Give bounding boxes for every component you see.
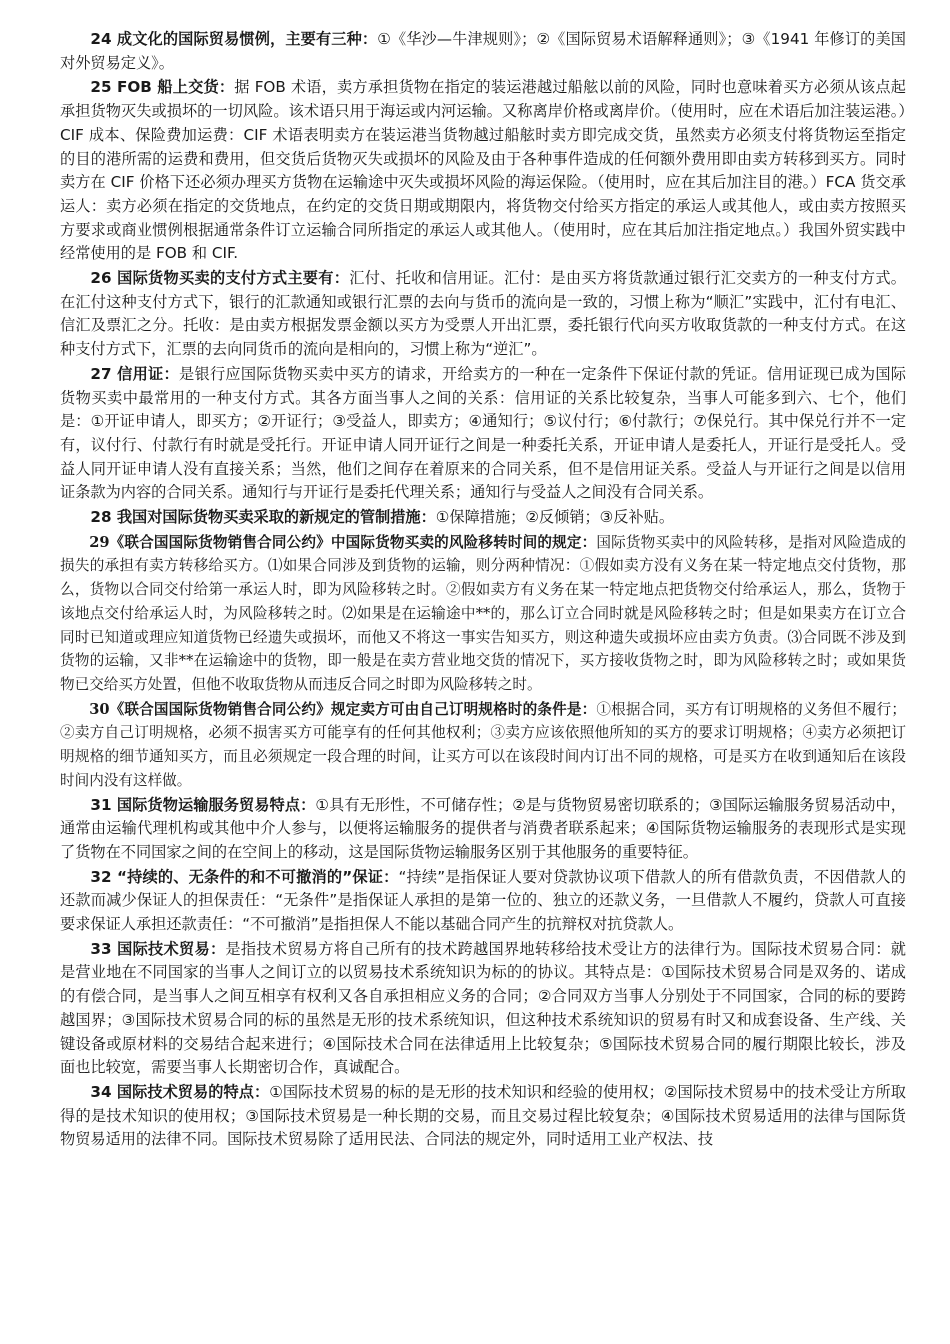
paragraph-28	[60, 506, 906, 530]
paragraph-30-heading: 30《联合国国际货物销售合同公约》规定卖方可由自己订明规格时的条件是：	[89, 700, 597, 718]
paragraph-26-body: 汇付、托收和信用证。汇付：是由买方将货款通过银行汇交卖方的一种支付方式。在汇付这种支付方式下，银行的汇款通知或银行汇票的去向与货币的流向是一致的，习惯上称为“顺汇”实践中，汇付有电汇、信汇及票汇之分。托收：是由卖方根据发票金额以买方为受票人开出汇票，委托银行代向买方收取货款的一种支付方式。在这种支付方式下，汇票的去向同货币的流向是相向的，习惯上称为“逆汇”。	[60, 269, 906, 359]
paragraph-25	[60, 76, 906, 266]
paragraph-32	[60, 866, 906, 937]
paragraph-26	[60, 267, 906, 362]
paragraph-34-body: ①国际技术贸易的标的是无形的技术知识和经验的使用权；②国际技术贸易中的技术受让方所取得的是技术知识的使用权；③国际技术贸易是一种长期的交易，而且交易过程比较复杂；④国际技术贸易适用的法律与国际货物贸易适用的法律不同。国际技术贸易除了适用民法、合同法的规定外，同时适用工业产权法、技	[60, 1082, 906, 1149]
paragraph-24-heading: 24 成文化的国际贸易惯例，主要有三种：	[90, 30, 378, 48]
paragraph-31-heading: 31 国际货物运输服务贸易特点：	[90, 795, 316, 814]
paragraph-29-body: 国际货物买卖中的风险转移，是指对风险造成的损失的承担有卖方转移给买方。⑴如果合同涉及到货物的运输，则分两种情况：①假如卖方没有义务在某一特定地点交付货物，那么，货物以合同交付给第一承运人时，即为风险移转之时。②假如卖方有义务在某一特定地点把货物交付给承运人，那么，货物于该地点交付给承运人时，为风险移转之时。⑵如果是在运输途中**的，那么订立合同时就是风险移转之时；但是如果卖方在订立合同时已知道或理应知道货物已经遗失或损坏，而他又不将这一事实告知买方，则这种遗失或损坏应由卖方负责。⑶合同既不涉及到货物的运输，又非**在运输途中的货物，即一般是在卖方营业地交货的情况下，买方接收货物之时，即为风险移转之时；或如果货物已交给买方处置，但他不收取货物从而违反合同之时即为风险移转之时。	[60, 533, 906, 693]
paragraph-27-heading: 27 信用证：	[90, 364, 179, 383]
paragraph-34	[60, 1081, 906, 1152]
paragraph-32-body: “持续”是指保证人要对贷款协议项下借款人的所有借款负责，不因借款人的还款而减少保证人的担保责任：“无条件”是指保证人承担的是第一位的、独立的还款义务，一旦借款人不履约，贷款人可直接要求保证人承担还款责任：“不可撤消”是指担保人不能以基础合同产生的抗辩权对抗贷款人。	[60, 867, 906, 934]
paragraph-31-body: ①具有无形性，不可储存性；②是与货物贸易密切联系的；③国际运输服务贸易活动中，通常由运输代理机构或其他中介人参与，以便将运输服务的提供者与消费者联系起来；④国际货物运输服务的表现形式是实现了货物在不同国家之间的在空间上的移动，这是国际货物运输服务区别于其他服务的重要特征。	[60, 795, 906, 861]
paragraph-28-body: ①保障措施；②反倾销；③反补贴。	[435, 508, 675, 527]
paragraph-27	[60, 363, 906, 505]
paragraph-29-heading: 29《联合国国际货物销售合同公约》中国际货物买卖的风险移转时间的规定：	[89, 533, 597, 551]
paragraph-34-heading: 34 国际技术贸易的特点：	[90, 1082, 270, 1101]
paragraph-32-heading: 32 “持续的、无条件的和不可撤消的”保证：	[90, 867, 399, 886]
paragraph-24	[60, 28, 906, 75]
paragraph-31	[60, 794, 906, 865]
paragraph-27-body: 是银行应国际货物买卖中买方的请求，开给卖方的一种在一定条件下保证付款的凭证。信用证现已成为国际货物买卖中最常用的一种支付方式。其各方面当事人之间的关系：信用证的关系比较复杂，当事人可能多到六、七个，他们是：①开证申请人，即买方；②开证行；③受益人，即卖方；④通知行；⑤议付行；⑥付款行；⑦保兑行。其中保兑行并不一定有，议付行、付款行有时就是受托行。开证申请人同开证行之间是一种委托关系，开证申请人是委托人，开证行是受托人。受益人同开证申请人没有直接关系；当然，他们之间存在着原来的合同关系，但不是信用证关系。受益人与开证行之间是以信用证条款为内容的合同关系。通知行与开证行是委托代理关系；通知行与受益人之间没有合同关系。	[60, 364, 906, 502]
paragraph-30	[60, 698, 906, 793]
paragraph-26-heading: 26 国际货物买卖的支付方式主要有：	[90, 269, 350, 288]
paragraph-33	[60, 938, 906, 1080]
paragraph-30-body: ①根据合同，买方有订明规格的义务但不履行；②卖方自己订明规格，必须不损害买方可能享有的任何其他权利；③卖方应该依照他所知的买方的要求订明规格；④卖方必须把订明规格的细节通知买方，而且必须规定一段合理的时间，让买方可以在该段时间内订出不同的规格，可是买方在收到通知后在该段时间内没有这样做。	[60, 700, 906, 789]
paragraph-24-body: ①《华沙—牛津规则》；②《国际贸易术语解释通则》；③《1941 年修订的美国对外贸易定义》。	[60, 30, 906, 72]
paragraph-25-body: 据 FOB 术语，卖方承担货物在指定的装运港越过船舷以前的风险，同时也意味着买方必须从该点起承担货物灭失或损坏的一切风险。该术语只用于海运或内河运输。又称离岸价格或离岸价。（使用时，应在术语后加注装运港。）CIF 成本、保险费加运费：CIF 术语表明卖方在装运港当货物越过船舷时卖方即完成交货，虽然卖方必须支付将货物运至指定的目的港所需的运费和费用，但交货后货物灭失或损坏的风险及由于各种事件造成的任何额外费用即由卖方转移到买方。同时卖方在 CIF 价格下还必须办理买方货物在运输途中灭失或损坏风险的海运保险。（使用时，应在其后加注目的港。）FCA 货交承运人：卖方必须在指定的交货地点，在约定的交货日期或期限内，将货物交付给买方指定的承运人或其他人，或由卖方按照买方要求或商业惯例根据通常条件订立运输合同所指定的承运人或其他人。（使用时，应在其后加注指定地点。）我国外贸实践中经常使用的是 FOB 和 CIF.	[60, 78, 906, 263]
paragraph-28-heading: 28 我国对国际货物买卖采取的新规定的管制措施：	[90, 508, 436, 527]
paragraph-33-body: 是指技术贸易方将自己所有的技术跨越国界地转移给技术受让方的法律行为。国际技术贸易合同：就是营业地在不同国家的当事人之间订立的以贸易技术系统知识为标的的协议。其特点是：①国际技术贸易合同是双务的、诺成的有偿合同，是当事人之间互相享有权利又各自承担相应义务的合同；②合同双方当事人分别处于不同国家，合同的标的要跨越国界；③国际技术贸易合同的标的虽然是无形的技术系统知识，但这种技术系统知识的贸易有时又和成套设备、生产线、关键设备或原材料的交易结合起来进行；④国际技术合同在法律适用上比较复杂；⑤国际技术贸易合同的履行期限比较长，涉及面也比较宽，需要当事人长期密切合作，真诚配合。	[60, 939, 906, 1077]
paragraph-29	[60, 531, 906, 697]
paragraph-33-heading: 33 国际技术贸易：	[90, 939, 226, 958]
paragraph-25-heading: 25 FOB 船上交货：	[90, 78, 235, 97]
